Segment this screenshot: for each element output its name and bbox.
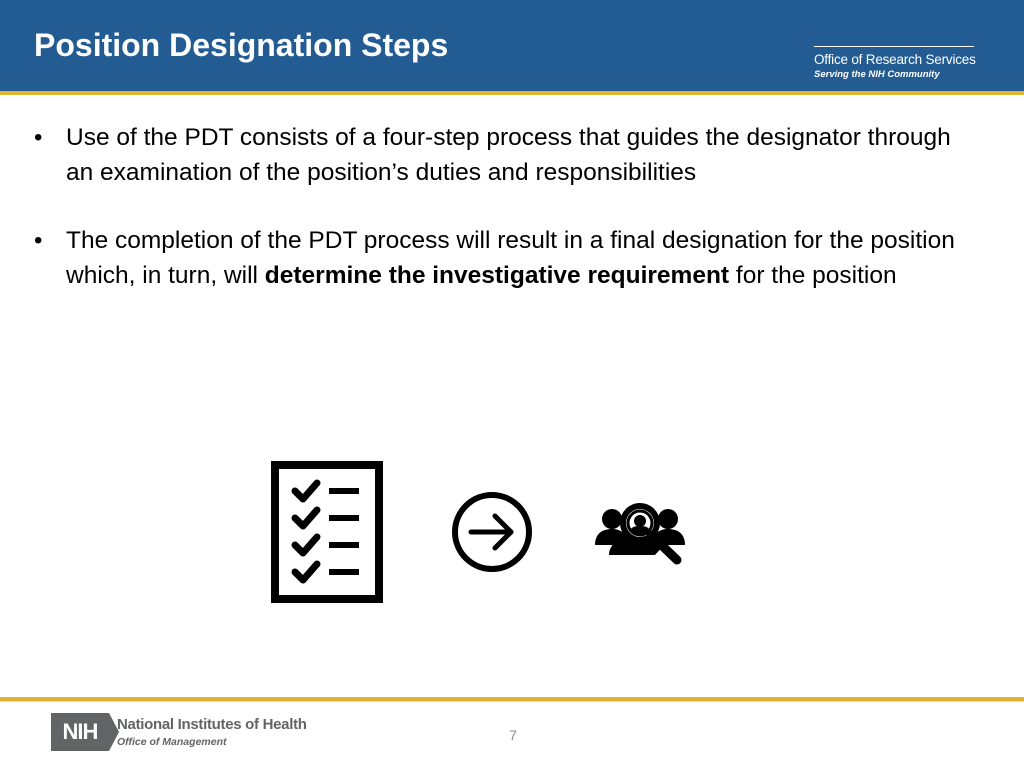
slide-title: Position Designation Steps bbox=[34, 27, 449, 63]
checklist-icon bbox=[271, 461, 383, 603]
header-gold-rule bbox=[0, 91, 1024, 95]
nih-logo-mark: NIH bbox=[51, 713, 109, 751]
ors-logo-name: Office of Research Services bbox=[814, 52, 976, 67]
bullet-text bbox=[66, 227, 955, 289]
footer-divider bbox=[0, 701, 1024, 702]
people-search-icon bbox=[593, 497, 687, 567]
bullet-marker: • bbox=[34, 227, 43, 254]
bullet-text: Use of the PDT consists of a four-step process that guides the designator through an examination of the position’s duties and responsibilities bbox=[66, 124, 951, 186]
bullet-item bbox=[34, 121, 974, 190]
bullet-item bbox=[34, 224, 974, 293]
arrow-right-circle-icon bbox=[450, 490, 534, 574]
nih-logo-subtitle: Office of Management bbox=[117, 736, 227, 748]
bullet-text-plain: The completion of the PDT process will result in a final designation for the position which, in turn, will bbox=[66, 227, 955, 289]
bullet-text-emphasis: determine the investigative requirement bbox=[264, 261, 730, 289]
nih-logo bbox=[51, 713, 311, 753]
ors-logo bbox=[814, 46, 974, 80]
bullet-text-plain: for the position bbox=[729, 261, 897, 289]
page-number: 7 bbox=[509, 727, 517, 743]
ors-logo-tagline: Serving the NIH Community bbox=[814, 69, 940, 80]
bullet-marker: • bbox=[34, 124, 43, 151]
nih-logo-name: National Institutes of Health bbox=[117, 716, 307, 733]
bullet-list bbox=[34, 121, 974, 293]
